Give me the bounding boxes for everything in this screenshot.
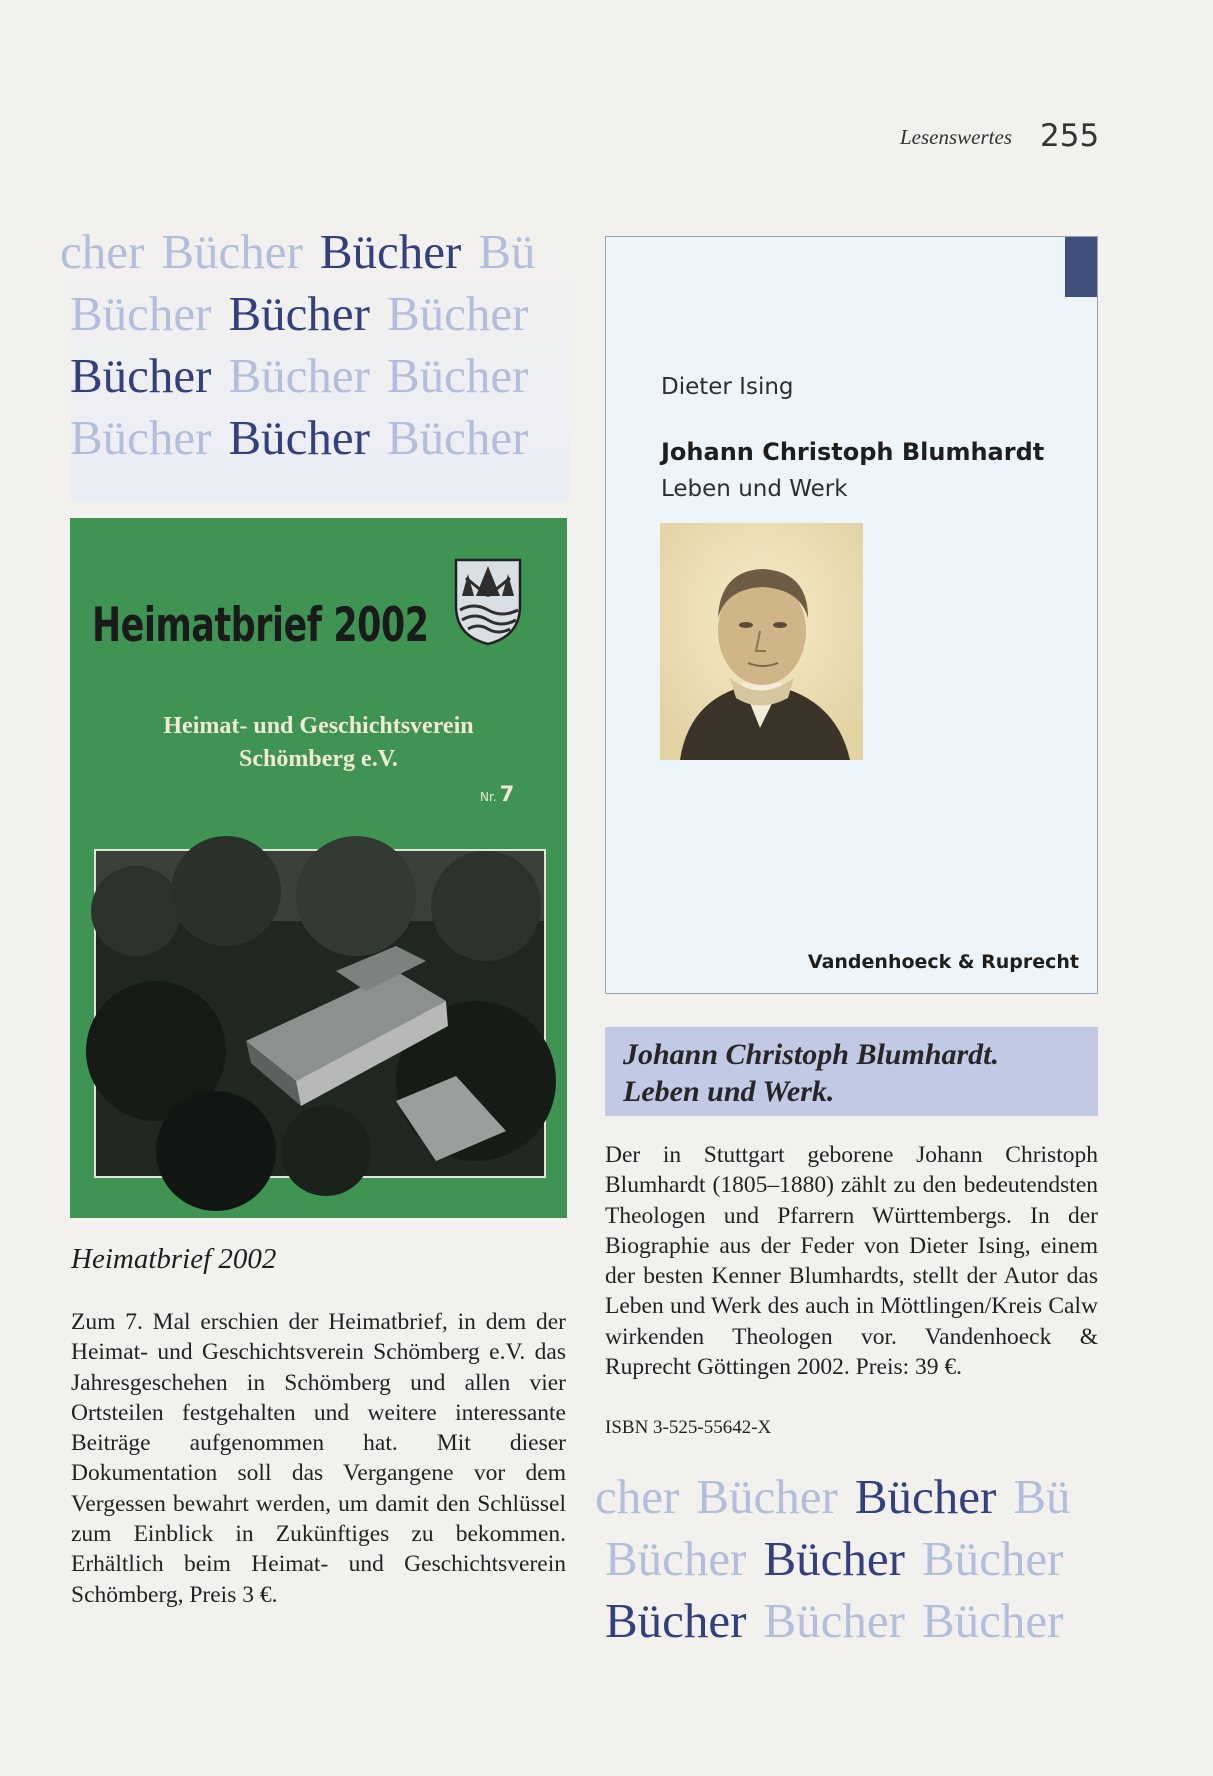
heimatbrief-body-text: Zum 7. Mal erschien der Heimatbrief, in dem der Heimat- und Geschichtsverein Schömberg e.V. das Jahresgeschehen in Schömberg und allen vier Ortsteilen festgehalten und weitere interessante Beiträge aufgenommen hat. Mit dieser Dokumentation soll das Vergangene vor dem Vergessen bewahrt werden, um damit den Schlüssel zum Einblick in Zukünftiges zu bekommen. Erhältlich beim Heimat- und Geschichtsverein Schömberg, Preis 3 €. [71,1309,566,1608]
caption-title-line-1: Johann Christoph Blumhardt. [623,1038,1000,1071]
blumhardt-book-cover [605,236,1098,994]
decor-word: Bü [1013,1469,1071,1524]
decor-word: cher [595,1469,680,1524]
aerial-photo [94,849,546,1178]
decor-word-row [70,408,546,468]
decor-word: Bücher [387,286,529,341]
blumhardt-body-text: Der in Stuttgart geborene Johann Christoph Blumhardt (1805–1880) zählt zu den bedeutendsten Theologen und Pfarrern Württembergs. In der Biographie aus der Feder von Dieter Ising, einem der besten Kenner Blumhardts, stellt der Autor das Leben und Werk des auch in Möttlingen/Kreis Calw wirkenden Theologen vor. Vandenhoeck & Ruprecht Göttingen 2002. Preis: 39 €. [605,1142,1098,1381]
issue-number-label: Nr. [480,790,497,804]
decor-word: Bücher [70,410,212,465]
decor-word: Bücher [763,1593,905,1648]
decor-word: cher [60,224,145,279]
decor-word-row [605,1591,1081,1651]
coat-of-arms-icon [452,556,524,646]
portrait-image [660,523,863,760]
book-author: Dieter Ising [661,374,794,400]
decor-word-row [60,222,553,282]
decor-word: Bücher [70,286,212,341]
cover-accent-tab [1065,237,1097,297]
decor-word-row [605,1529,1081,1589]
decor-word: Bücher [319,224,462,279]
decor-word: Bücher [228,286,370,341]
decor-word: Bücher [605,1593,747,1648]
cover-title: Heimatbrief 2002 [92,598,429,653]
book-title: Johann Christoph Blumhardt [661,438,1045,466]
decor-word: Bücher [228,348,370,403]
decor-word: Bücher [387,410,529,465]
decor-word: Bü [478,224,536,279]
issue-number-value: 7 [499,782,515,806]
isbn: ISBN 3-525-55642-X [605,1417,772,1438]
decor-word: Bücher [696,1469,838,1524]
caption-title-line-2: Leben und Werk. [623,1075,835,1108]
book-subtitle: Leben und Werk [661,476,848,502]
decor-word-row [70,284,546,344]
decor-word: Bücher [228,410,370,465]
decor-word: Bücher [161,224,303,279]
page-number: 255 [1040,118,1100,154]
cover-club-line-2: Schömberg e.V. [239,746,398,772]
blumhardt-caption-box [605,1027,1098,1116]
decor-word: Bücher [922,1593,1064,1648]
decor-word: Bücher [922,1531,1064,1586]
book-publisher: Vandenhoeck & Ruprecht [807,951,1079,973]
decorative-word-block-top [60,222,570,502]
decor-word-row [70,346,546,406]
heimatbrief-caption-title: Heimatbrief 2002 [71,1243,277,1275]
decor-word: Bücher [605,1531,747,1586]
decor-word: Bücher [854,1469,997,1524]
running-header-section: Lesenswertes [900,125,1012,149]
cover-issue-number [480,782,514,806]
decor-word: Bücher [763,1531,905,1586]
decor-word: Bücher [387,348,529,403]
decorative-word-block-bottom [595,1467,1100,1657]
heimatbrief-cover [70,518,567,1218]
cover-club-line-1: Heimat- und Geschichtsverein [163,713,474,739]
decor-word: Bücher [70,348,212,403]
decor-word-row [595,1467,1088,1527]
